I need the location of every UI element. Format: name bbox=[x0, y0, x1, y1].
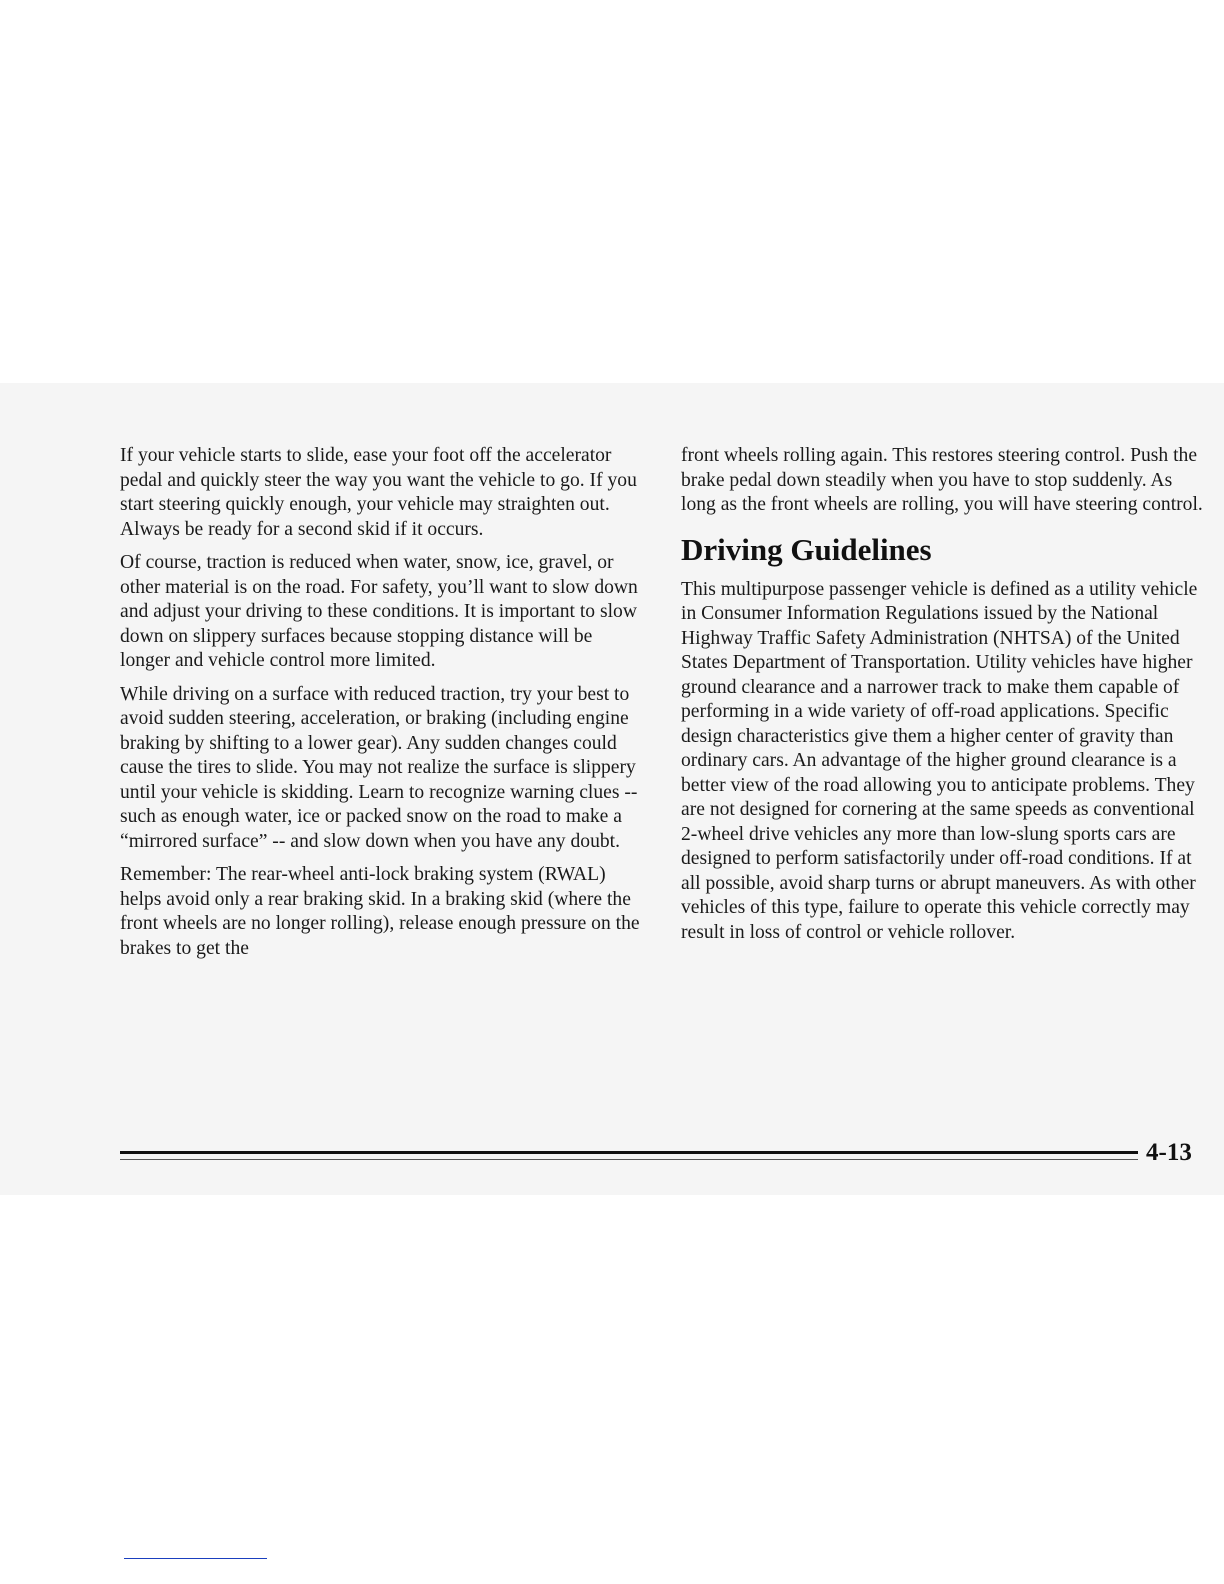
body-paragraph-driving-guidelines: This multipurpose passenger vehicle is defined as a utility vehicle in Consumer Information Regulations issued by the National Highway Traffic Safety Administration (NHTSA) of the United States Department of Transportation. Utility vehicles have higher ground clearance and a narrower track to make them capable of performing in a wide variety of off-road applications. Specific design characteristics give them a higher center of gravity than ordinary cars. An advantage of the higher ground clearance is a better view of the road allowing you to anticipate problems. They are not designed for cornering at the same speeds as conventional 2-wheel drive vehicles any more than low-slung sports cars are designed to perform satisfactorily under off-road conditions. If at all possible, avoid sharp turns or abrupt maneuvers. As with other vehicles of this type, failure to operate this vehicle correctly may result in loss of control or vehicle rollover. bbox=[681, 578, 1198, 943]
body-paragraph-continuation: front wheels rolling again. This restores steering control. Push the brake pedal down steadily when you have to stop suddenly. As long as the front wheels are rolling, you will have steering control. bbox=[681, 445, 1203, 515]
body-paragraph-reduced-traction: While driving on a surface with reduced traction, try your best to avoid sudden steering, acceleration, or braking (including engine braking by shifting to a lower gear). Any sudden changes could cause the tires to slide. You may not realize the surface is slippery until your vehicle is skidding. Learn to recognize warning clues -- such as enough water, ice or packed snow on the road to make a “mirrored surface” -- and slow down when you have any doubt. bbox=[120, 683, 638, 852]
body-paragraph-rwal: Remember: The rear-wheel anti-lock braking system (RWAL) helps avoid only a rear braking skid. In a braking skid (where the front wheels are no longer rolling), release enough pressure on the brakes to get the bbox=[120, 864, 640, 959]
body-paragraph-traction: Of course, traction is reduced when water, snow, ice, gravel, or other material is on the road. For safety, you’ll want to slow down and adjust your driving to these conditions. It is important to slow down on slippery surfaces because stopping distance will be longer and vehicle control more limited. bbox=[120, 552, 638, 671]
section-heading-driving-guidelines: Driving Guidelines bbox=[681, 531, 932, 567]
footer-rule bbox=[120, 1151, 1138, 1154]
page-number: 4-13 bbox=[1146, 1139, 1192, 1166]
bottom-underline bbox=[124, 1558, 267, 1559]
body-paragraph-skid-recovery: If your vehicle starts to slide, ease your foot off the accelerator pedal and quickly steer the way you want the vehicle to go. If you start steering quickly enough, your vehicle may straighten out. Always be ready for a second skid if it occurs. bbox=[120, 445, 637, 540]
footer-rule-thin bbox=[120, 1159, 1138, 1160]
right-column bbox=[681, 444, 1211, 954]
left-column bbox=[120, 444, 645, 970]
